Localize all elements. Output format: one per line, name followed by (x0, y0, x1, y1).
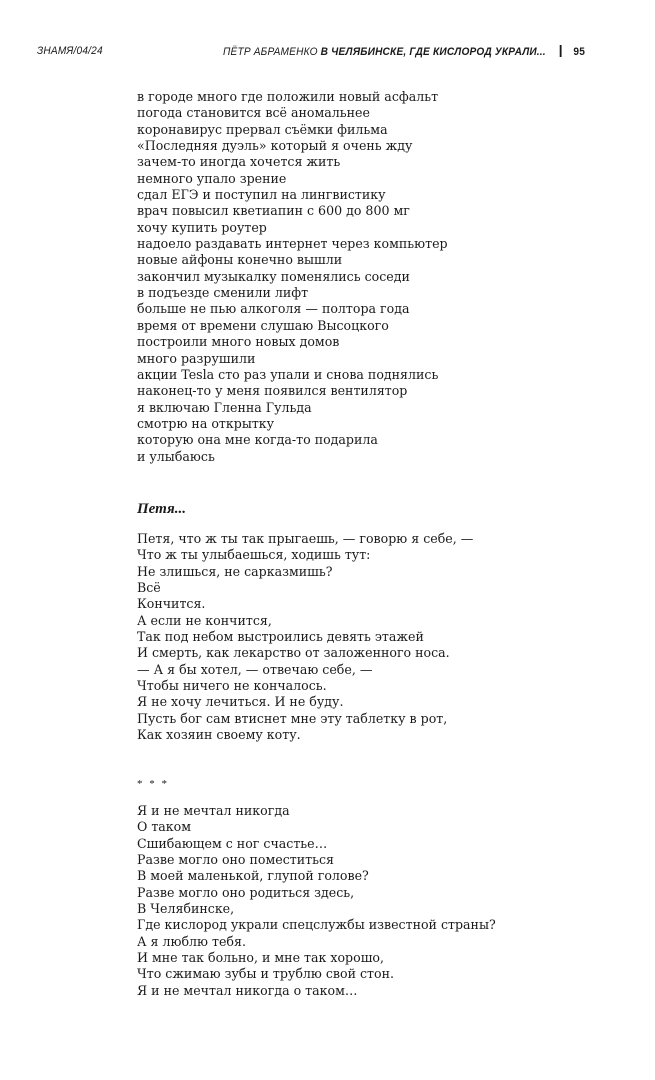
poem-line: Разве могло оно поместиться (137, 852, 334, 868)
poem-line: А я люблю тебя. (137, 933, 246, 949)
poem-line: больше не пью алкоголя — полтора года (137, 301, 410, 317)
poem-line: В Челябинске, (137, 901, 235, 917)
poem-line: Не злишься, не сарказмишь? (137, 563, 333, 579)
author-name: ПЁТР АБРАМЕНКО (223, 46, 318, 58)
poem-line: Так под небом выстроились девять этажей (137, 629, 424, 645)
poem-2 (137, 531, 473, 743)
poem-line: Пусть бог сам втиснет мне эту таблетку в рот, (137, 710, 448, 726)
poem-line: Чтобы ничего не кончалось. (137, 678, 327, 694)
header-divider (560, 45, 561, 57)
poem-line: которую она мне когда-то подарила (137, 432, 378, 448)
poem-line: я включаю Гленна Гульда (137, 399, 312, 415)
running-header (223, 45, 585, 58)
poem-line: И мне так больно, и мне так хорошо, (137, 950, 384, 966)
poem-line: А если не кончится, (137, 612, 272, 628)
poem-line: наконец-то у меня появился вентилятор (137, 383, 408, 399)
poem-line: коронавирус прервал съёмки фильма (137, 121, 388, 137)
poem-line: в подъезде сменили лифт (137, 285, 309, 301)
poem-2-title: Петя... (137, 501, 186, 517)
poem-line: Где кислород украли спецслужбы известной страны? (137, 917, 496, 933)
poem-line: закончил музыкалку поменялись соседи (137, 268, 410, 284)
poem-line: построили много новых домов (137, 334, 340, 350)
poem-line: Я и не мечтал никогда о таком… (137, 982, 358, 998)
poem-line: И смерть, как лекарство от заложенного носа. (137, 645, 450, 661)
poem-line: и улыбаюсь (137, 448, 215, 464)
poem-line: зачем-то иногда хочется жить (137, 154, 341, 170)
poem-line: — А я бы хотел, — отвечаю себе, — (137, 661, 373, 677)
section-separator: * * * (137, 778, 169, 790)
poem-line: Кончится. (137, 596, 206, 612)
poem-line: смотрю на открытку (137, 415, 275, 431)
poem-line: новые айфоны конечно вышли (137, 252, 343, 268)
article-title: В ЧЕЛЯБИНСКЕ, ГДЕ КИСЛОРОД УКРАЛИ... (320, 46, 546, 58)
journal-issue: ЗНАМЯ/04/24 (37, 45, 103, 57)
poem-line: сдал ЕГЭ и поступил на лингвистику (137, 187, 386, 203)
poem-line: время от времени слушаю Высоцкого (137, 317, 389, 333)
poem-line: В моей маленькой, глупой голове? (137, 868, 369, 884)
poem-line: Разве могло оно родиться здесь, (137, 884, 355, 900)
poem-line: надоело раздавать интернет через компьютер (137, 236, 448, 252)
poem-line: врач повысил кветиапин с 600 до 800 мг (137, 203, 410, 219)
poem-line: акции Tesla сто раз упали и снова поднялись (137, 366, 439, 382)
poem-line: Сшибающем с ног счастье… (137, 835, 328, 851)
poem-line: погода становится всё аномальнее (137, 105, 370, 121)
poem-line: хочу купить роутер (137, 219, 267, 235)
poem-line: «Последняя дуэль» который я очень жду (137, 138, 413, 154)
poem-line: Как хозяин своему коту. (137, 727, 301, 743)
poem-line: Я не хочу лечиться. И не буду. (137, 694, 344, 710)
poem-3 (137, 803, 496, 999)
poem-line: О таком (137, 819, 192, 835)
poem-line: Что сжимаю зубы и трублю свой стон. (137, 966, 394, 982)
poem-line: Я и не мечтал никогда (137, 803, 290, 818)
poem-line: Петя, что ж ты так прыгаешь, — говорю я себе, — (137, 531, 474, 546)
poem-1 (137, 89, 448, 465)
poem-line: в городе много где положили новый асфальт (137, 89, 439, 104)
poem-line: немного упало зрение (137, 170, 287, 186)
poem-line: Что ж ты улыбаешься, ходишь тут: (137, 547, 371, 563)
poem-line: Всё (137, 580, 161, 596)
page-number: 95 (573, 46, 586, 58)
poem-line: много разрушили (137, 350, 256, 366)
